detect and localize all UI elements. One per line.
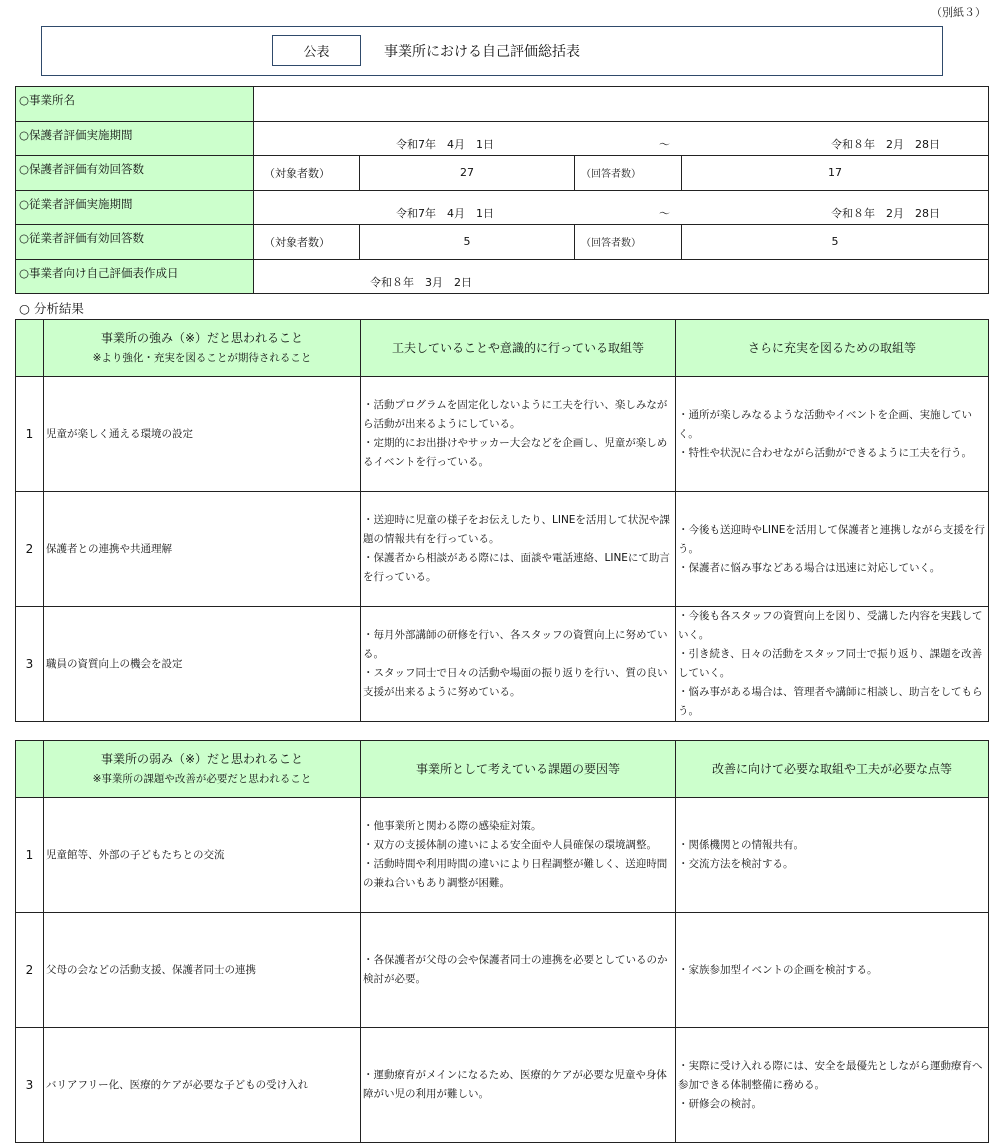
table-row xyxy=(16,492,989,607)
text-line: ・実際に受け入れる際には、安全を最優先としながら運動療育へ参加できる体制整備に務める。 xyxy=(678,1059,983,1091)
row-number: 1 xyxy=(16,377,44,492)
strength-further xyxy=(676,607,989,722)
text-line: ・送迎時に児童の様子をお伝えしたり、LINEを活用して状況や課題の情報共有を行っている。 xyxy=(363,514,670,545)
facility-info-table xyxy=(15,86,989,294)
text-line: ・他事業所と関わる際の感染症対策。 xyxy=(363,820,542,832)
weaknesses-header-improvements: 改善に向けて必要な取組や工夫が必要な点等 xyxy=(676,741,989,798)
text-line: ・運動療育がメインになるため、医療的ケアが必要な児童や身体障がい児の利用が難しい。 xyxy=(363,1069,667,1100)
guardian-answer-value: 17 xyxy=(682,156,989,191)
text-line: ・毎月外部講師の研修を行い、各スタッフの資質向上に努めている。 xyxy=(363,629,668,660)
text-line: ・引き続き、日々の活動をスタッフ同士で振り返り、課題を改善していく。 xyxy=(678,648,983,679)
created-date-row xyxy=(16,259,989,294)
strength-efforts xyxy=(361,492,676,607)
text-line: ・家族参加型イベントの企画を検討する。 xyxy=(678,963,878,976)
strength-further xyxy=(676,492,989,607)
text-line: ・保護者から相談がある際には、面談や電話連絡、LINEにて助言を行っている。 xyxy=(363,552,670,583)
strengths-header-row xyxy=(16,320,989,377)
strengths-header-num xyxy=(16,320,44,377)
guardian-period-separator: ～ xyxy=(659,138,670,151)
strength-item: 児童が楽しく通える環境の設定 xyxy=(44,377,361,492)
staff-period-start: 令和7年 4月 1日 xyxy=(396,207,494,220)
guardian-period-row xyxy=(16,121,989,156)
guardian-answer-label: （回答者数） xyxy=(575,156,682,191)
text-line: ・スタッフ同士で日々の活動や場面の振り返りを行い、質の良い支援が出来るように努めている。 xyxy=(363,667,668,698)
table-row xyxy=(16,913,989,1028)
weakness-improvements xyxy=(676,798,989,913)
strengths-header-efforts: 工夫していることや意識的に行っている取組等 xyxy=(361,320,676,377)
facility-name-value xyxy=(254,87,989,122)
page-title: 事業所における自己評価総括表 xyxy=(384,44,580,60)
strengths-table xyxy=(15,319,989,722)
text-line: ・定期的にお出掛けやサッカー大会などを企画し、児童が楽しめるイベントを行っている。 xyxy=(363,437,668,468)
table-row xyxy=(16,1028,989,1143)
weaknesses-header-note: ※事業所の課題や改善が必要だと思われること xyxy=(92,773,312,785)
annex-label: （別紙３） xyxy=(931,6,986,19)
staff-period-label: ○従業者評価実施期間 xyxy=(16,190,254,225)
text-line: ・研修会の検討。 xyxy=(678,1097,762,1110)
strength-efforts xyxy=(361,607,676,722)
table-row xyxy=(16,377,989,492)
text-line: ・今後も各スタッフの資質向上を図り、受講した内容を実践していく。 xyxy=(678,610,983,641)
weakness-causes xyxy=(361,1028,676,1143)
staff-period-row xyxy=(16,190,989,225)
weaknesses-table xyxy=(15,740,989,1143)
strength-further xyxy=(676,377,989,492)
created-date-label: ○事業者向け自己評価表作成日 xyxy=(16,259,254,294)
weaknesses-header-causes: 事業所として考えている課題の要因等 xyxy=(361,741,676,798)
weakness-item: 児童館等、外部の子どもたちとの交流 xyxy=(44,798,361,913)
strength-item: 職員の資質向上の機会を設定 xyxy=(44,607,361,722)
public-badge: 公表 xyxy=(272,35,361,66)
analysis-section-label: ○ 分析結果 xyxy=(19,301,84,316)
table-row xyxy=(16,798,989,913)
facility-name-label: ○事業所名 xyxy=(16,87,254,122)
text-line: ・通所が楽しみなるような活動やイベントを企画、実施していく。 xyxy=(678,408,972,440)
strengths-header-further: さらに充実を図るための取組等 xyxy=(676,320,989,377)
staff-responses-label: ○従業者評価有効回答数 xyxy=(16,225,254,260)
guardian-period-start: 令和7年 4月 1日 xyxy=(396,138,494,151)
weakness-item: バリアフリー化、医療的ケアが必要な子どもの受け入れ xyxy=(44,1028,361,1143)
strength-item: 保護者との連携や共通理解 xyxy=(44,492,361,607)
strengths-header-note: ※より強化・充実を図ることが期待されること xyxy=(92,352,312,364)
text-line: ・悩み事がある場合は、管理者や講師に相談し、助言をしてもらう。 xyxy=(678,686,983,717)
created-date-value: 令和８年 3月 2日 xyxy=(370,276,472,289)
weakness-causes xyxy=(361,913,676,1028)
row-number: 3 xyxy=(16,607,44,722)
text-line: ・双方の支援体制の違いによる安全面や人員確保の環境調整。 xyxy=(363,839,657,851)
guardian-target-value: 27 xyxy=(360,156,575,191)
facility-name-row xyxy=(16,87,989,122)
guardian-responses-label: ○保護者評価有効回答数 xyxy=(16,156,254,191)
weakness-causes xyxy=(361,798,676,913)
title-frame xyxy=(41,26,943,76)
text-line: ・特性や状況に合わせながら活動ができるように工夫を行う。 xyxy=(678,446,972,459)
staff-answer-value: 5 xyxy=(682,225,989,260)
weakness-item: 父母の会などの活動支援、保護者同士の連携 xyxy=(44,913,361,1028)
text-line: ・各保護者が父母の会や保護者同士の連携を必要としているのか検討が必要。 xyxy=(363,954,668,985)
row-number: 3 xyxy=(16,1028,44,1143)
guardian-target-label: （対象者数） xyxy=(254,156,360,191)
guardian-period-end: 令和８年 2月 28日 xyxy=(831,138,940,151)
guardian-responses-row xyxy=(16,156,989,191)
weaknesses-header-row xyxy=(16,741,989,798)
text-line: ・交流方法を検討する。 xyxy=(678,858,794,870)
guardian-period-label: ○保護者評価実施期間 xyxy=(16,121,254,156)
text-line: ・保護者に悩み事などある場合は迅速に対応していく。 xyxy=(678,561,941,574)
strength-efforts xyxy=(361,377,676,492)
row-number: 1 xyxy=(16,798,44,913)
row-number: 2 xyxy=(16,492,44,607)
weaknesses-header-main: 事業所の弱み（※）だと思われること xyxy=(100,752,304,766)
staff-period-separator: ～ xyxy=(659,207,670,220)
text-line: ・今後も送迎時やLINEを活用して保護者と連携しながら支援を行う。 xyxy=(678,523,985,555)
staff-target-value: 5 xyxy=(360,225,575,260)
strengths-header-item xyxy=(44,320,361,377)
text-line: ・活動時間や利用時間の違いにより日程調整が難しく、送迎時間の兼ね合いもあり調整が困難。 xyxy=(363,858,668,889)
row-number: 2 xyxy=(16,913,44,1028)
staff-answer-label: （回答者数） xyxy=(575,225,682,260)
staff-period-end: 令和８年 2月 28日 xyxy=(831,207,940,220)
strengths-header-main: 事業所の強み（※）だと思われること xyxy=(100,331,304,345)
text-line: ・関係機関との情報共有。 xyxy=(678,839,804,851)
staff-target-label: （対象者数） xyxy=(254,225,360,260)
weakness-improvements xyxy=(676,1028,989,1143)
weakness-improvements xyxy=(676,913,989,1028)
weaknesses-header-item xyxy=(44,741,361,798)
staff-responses-row xyxy=(16,225,989,260)
text-line: ・活動プログラムを固定化しないように工夫を行い、楽しみながら活動が出来るようにしている。 xyxy=(363,399,668,430)
table-row xyxy=(16,607,989,722)
weaknesses-header-num xyxy=(16,741,44,798)
